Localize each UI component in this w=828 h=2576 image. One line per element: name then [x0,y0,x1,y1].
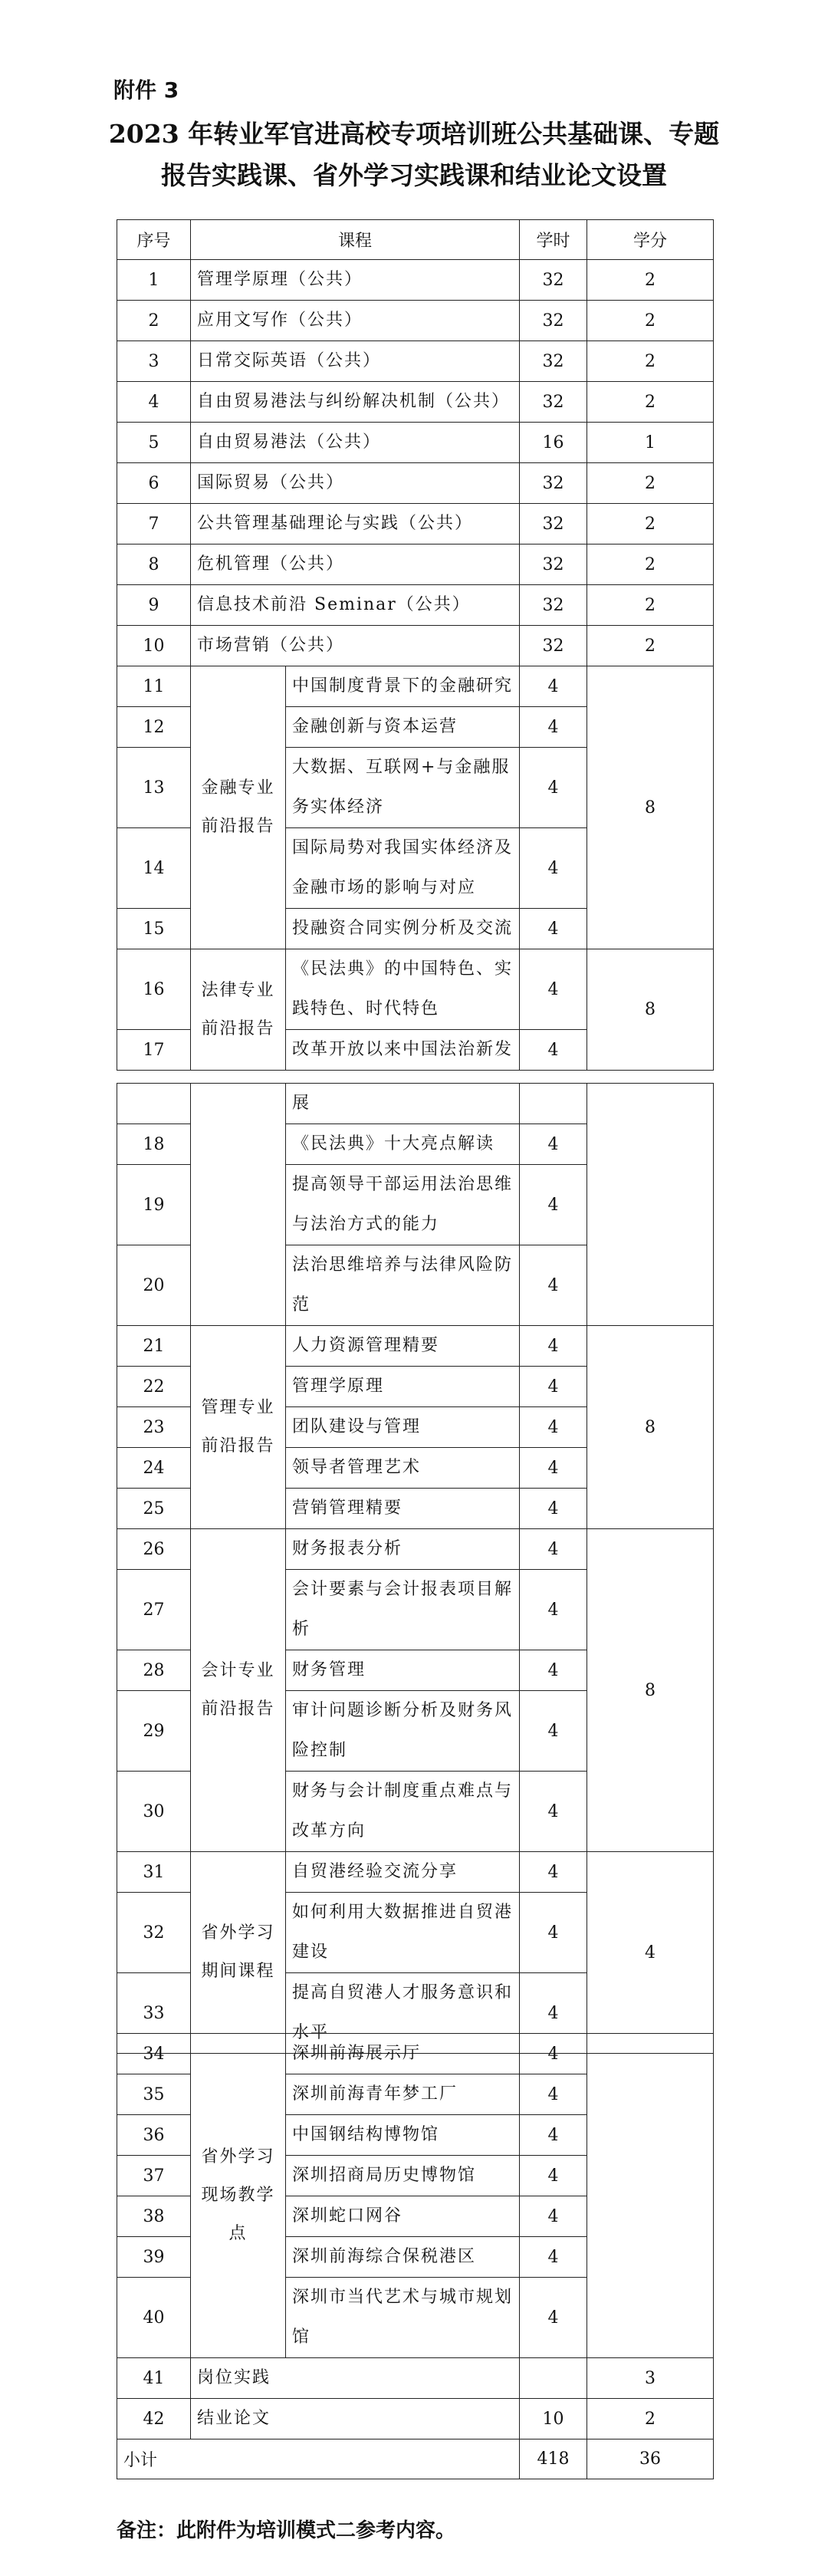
row-no: 25 [117,1489,191,1529]
row-course: 人力资源管理精要 [286,1326,520,1367]
row-no: 19 [117,1165,191,1245]
row-hours: 4 [520,2196,587,2237]
row-credits: 2 [587,382,714,423]
row-hours: 32 [520,504,587,544]
group-accounting-credits: 8 [587,1529,714,1852]
row-no: 41 [117,2358,191,2399]
attachment-label: 附件 3 [113,77,179,103]
row-course: 财务与会计制度重点难点与改革方向 [286,1772,520,1852]
table-row [117,423,714,463]
row-course: 危机管理（公共） [191,544,520,585]
row-no: 24 [117,1448,191,1489]
header-credits: 学分 [587,220,714,260]
row-credits: 2 [587,2399,714,2439]
row-credits: 2 [587,463,714,504]
group-finance: 金融专业前沿报告 [191,666,286,949]
row-course: 展 [286,1084,520,1124]
row-hours: 4 [520,666,587,707]
row-no: 31 [117,1852,191,1893]
row-hours: 4 [520,1124,587,1165]
row-hours: 32 [520,626,587,666]
row-credits: 3 [587,2358,714,2399]
row-hours [520,2358,587,2399]
row-course: 中国制度背景下的金融研究 [286,666,520,707]
row-no: 37 [117,2156,191,2196]
table-row [117,2034,714,2074]
row-hours: 4 [520,2074,587,2115]
group-management: 管理专业前沿报告 [191,1326,286,1529]
row-hours: 32 [520,260,587,301]
row-credits: 2 [587,260,714,301]
row-course: 管理学原理 [286,1367,520,1407]
row-hours: 32 [520,544,587,585]
row-hours: 4 [520,1852,587,1893]
row-hours: 32 [520,585,587,626]
document-title-line-2: 报告实践课、省外学习实践课和结业论文设置 [161,160,667,190]
row-hours: 32 [520,301,587,341]
row-no: 32 [117,1893,191,1973]
row-hours: 4 [520,1650,587,1691]
row-hours [520,1084,587,1124]
table-row [117,382,714,423]
row-hours: 32 [520,341,587,382]
course-table-part-1 [117,219,714,1071]
row-no: 11 [117,666,191,707]
row-course: 深圳招商局历史博物馆 [286,2156,520,2196]
row-hours: 4 [520,909,587,949]
row-no: 14 [117,828,191,909]
row-hours: 4 [520,1165,587,1245]
row-no: 10 [117,626,191,666]
row-course: 提高自贸港人才服务意识和水平 [286,1973,520,2054]
row-hours: 4 [520,748,587,828]
course-table-part-3 [117,2033,714,2479]
table-row [117,463,714,504]
row-course: 审计问题诊断分析及财务风险控制 [286,1691,520,1772]
row-course: 自贸港经验交流分享 [286,1852,520,1893]
table-row [117,2358,714,2399]
row-hours: 32 [520,463,587,504]
row-no: 22 [117,1367,191,1407]
table-row [117,504,714,544]
table-row [117,1084,714,1124]
row-no: 3 [117,341,191,382]
row-hours: 4 [520,1245,587,1326]
group-site: 省外学习现场教学点 [191,2034,286,2358]
row-course: 大数据、互联网+与金融服务实体经济 [286,748,520,828]
row-hours: 4 [520,1570,587,1650]
row-no [117,1084,191,1124]
table-row [117,544,714,585]
row-hours: 4 [520,1691,587,1772]
table-row [117,949,714,1030]
row-credits: 2 [587,544,714,585]
header-hours: 学时 [520,220,587,260]
row-no: 9 [117,585,191,626]
row-course: 《民法典》的中国特色、实践特色、时代特色 [286,949,520,1030]
table-row [117,1326,714,1367]
table-row [117,626,714,666]
row-course: 管理学原理（公共） [191,260,520,301]
subtotal-credits: 36 [587,2439,714,2479]
table-row [117,260,714,301]
row-no: 26 [117,1529,191,1570]
group-law-continued [191,1084,286,1326]
group-management-credits: 8 [587,1326,714,1529]
group-law: 法律专业前沿报告 [191,949,286,1071]
row-no: 27 [117,1570,191,1650]
row-no: 13 [117,748,191,828]
row-hours: 10 [520,2399,587,2439]
row-hours: 4 [520,1489,587,1529]
row-no: 21 [117,1326,191,1367]
row-no: 38 [117,2196,191,2237]
row-hours: 16 [520,423,587,463]
row-no: 5 [117,423,191,463]
row-course: 会计要素与会计报表项目解析 [286,1570,520,1650]
row-course: 金融创新与资本运营 [286,707,520,748]
row-no: 23 [117,1407,191,1448]
row-course: 深圳前海展示厅 [286,2034,520,2074]
row-course: 深圳蛇口网谷 [286,2196,520,2237]
row-no: 40 [117,2278,191,2358]
row-course: 深圳前海综合保税港区 [286,2237,520,2278]
row-course: 领导者管理艺术 [286,1448,520,1489]
row-course: 国际贸易（公共） [191,463,520,504]
table-header-row [117,220,714,260]
row-no: 7 [117,504,191,544]
row-course: 日常交际英语（公共） [191,341,520,382]
row-credits: 2 [587,585,714,626]
row-hours: 4 [520,2115,587,2156]
row-hours: 4 [520,828,587,909]
row-course: 投融资合同实例分析及交流 [286,909,520,949]
table-row [117,1852,714,1893]
row-course: 法治思维培养与法律风险防范 [286,1245,520,1326]
group-study-credits: 4 [587,1852,714,2054]
row-no: 15 [117,909,191,949]
header-course: 课程 [191,220,520,260]
row-no: 1 [117,260,191,301]
row-hours: 4 [520,2237,587,2278]
group-accounting: 会计专业前沿报告 [191,1529,286,1852]
row-course: 深圳前海青年梦工厂 [286,2074,520,2115]
row-hours: 4 [520,1407,587,1448]
subtotal-hours: 418 [520,2439,587,2479]
row-course: 应用文写作（公共） [191,301,520,341]
row-no: 18 [117,1124,191,1165]
row-hours: 4 [520,2278,587,2358]
group-finance-credits: 8 [587,666,714,949]
table-row [117,1529,714,1570]
row-no: 33 [117,1973,191,2054]
row-no: 29 [117,1691,191,1772]
row-credits: 2 [587,301,714,341]
table-row [117,301,714,341]
row-course: 市场营销（公共） [191,626,520,666]
row-course: 深圳市当代艺术与城市规划馆 [286,2278,520,2358]
subtotal-label: 小计 [117,2439,520,2479]
row-course: 如何利用大数据推进自贸港建设 [286,1893,520,1973]
row-course: 团队建设与管理 [286,1407,520,1448]
row-course: 财务管理 [286,1650,520,1691]
row-no: 4 [117,382,191,423]
row-no: 34 [117,2034,191,2074]
table-row [117,341,714,382]
row-hours: 4 [520,1367,587,1407]
row-credits: 1 [587,423,714,463]
row-no: 2 [117,301,191,341]
group-study: 省外学习期间课程 [191,1852,286,2054]
row-course: 中国钢结构博物馆 [286,2115,520,2156]
group-law-credits-continued [587,1084,714,1326]
row-hours: 32 [520,382,587,423]
row-course: 《民法典》十大亮点解读 [286,1124,520,1165]
row-hours: 4 [520,949,587,1030]
row-hours: 4 [520,2034,587,2074]
footnote: 备注：此附件为培训模式二参考内容。 [117,2519,456,2542]
row-course: 营销管理精要 [286,1489,520,1529]
row-no: 20 [117,1245,191,1326]
row-no: 39 [117,2237,191,2278]
row-course: 提高领导干部运用法治思维与法治方式的能力 [286,1165,520,1245]
group-law-credits: 8 [587,949,714,1071]
row-course: 财务报表分析 [286,1529,520,1570]
row-no: 42 [117,2399,191,2439]
row-hours: 4 [520,1772,587,1852]
row-course: 国际局势对我国实体经济及金融市场的影响与对应 [286,828,520,909]
row-no: 12 [117,707,191,748]
row-no: 16 [117,949,191,1030]
row-no: 36 [117,2115,191,2156]
row-hours: 4 [520,1973,587,2054]
row-course: 自由贸易港法（公共） [191,423,520,463]
row-hours: 4 [520,1030,587,1071]
row-credits: 2 [587,626,714,666]
table-row [117,585,714,626]
row-credits: 2 [587,504,714,544]
row-no: 17 [117,1030,191,1071]
row-course: 公共管理基础理论与实践（公共） [191,504,520,544]
row-course: 改革开放以来中国法治新发 [286,1030,520,1071]
table-row [117,2399,714,2439]
document-title-line-1: 2023 年转业军官进高校专项培训班公共基础课、专题 [108,119,720,149]
row-hours: 4 [520,707,587,748]
row-course: 岗位实践 [191,2358,520,2399]
row-no: 35 [117,2074,191,2115]
row-no: 8 [117,544,191,585]
row-course: 结业论文 [191,2399,520,2439]
course-table-part-2 [117,1083,714,2054]
row-hours: 4 [520,1529,587,1570]
row-hours: 4 [520,1326,587,1367]
row-course: 信息技术前沿 Seminar（公共） [191,585,520,626]
subtotal-row [117,2439,714,2479]
group-site-credits [587,2034,714,2358]
row-no: 28 [117,1650,191,1691]
row-no: 30 [117,1772,191,1852]
row-no: 6 [117,463,191,504]
row-hours: 4 [520,2156,587,2196]
table-row [117,666,714,707]
row-course: 自由贸易港法与纠纷解决机制（公共） [191,382,520,423]
row-credits: 2 [587,341,714,382]
header-no: 序号 [117,220,191,260]
row-hours: 4 [520,1448,587,1489]
row-hours: 4 [520,1893,587,1973]
